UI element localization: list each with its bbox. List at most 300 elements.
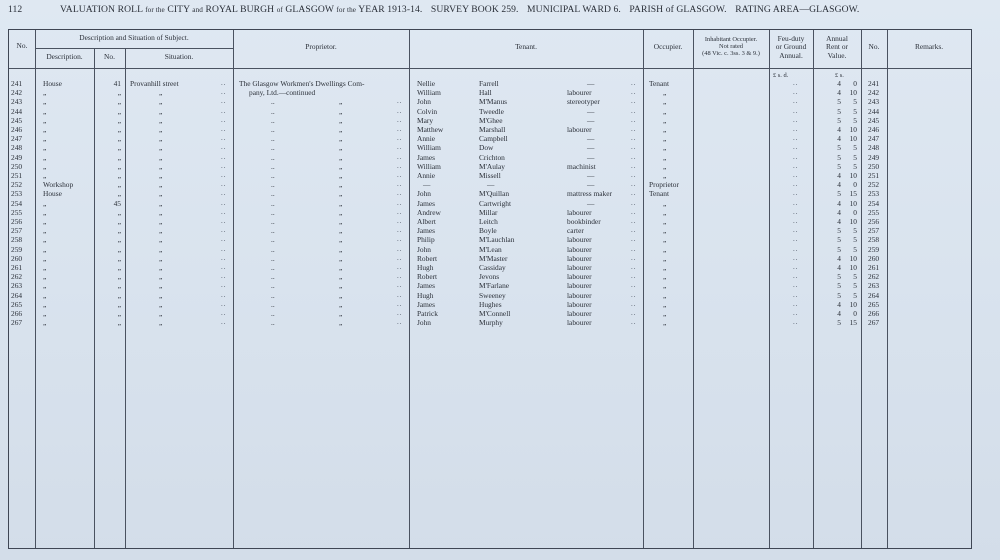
row-proprietor-leader: .. (397, 253, 403, 262)
row-tenant-leader: .. (631, 244, 637, 253)
rent-pounds: 5 (837, 189, 841, 199)
rent-shillings: 0 (853, 79, 857, 88)
row-description: „ (43, 207, 47, 217)
col-rent (813, 35, 861, 60)
row-feu-leader: .. (793, 318, 799, 327)
rent-pounds: 4 (837, 309, 841, 318)
row-occupier: „ (663, 290, 667, 300)
row-proprietor-ditto-a: .. (271, 263, 275, 272)
row-proprietor-ditto-a: .. (271, 281, 275, 291)
row-situation: „ (159, 226, 163, 236)
rule-proprietor (409, 30, 410, 548)
rent-pounds: 4 (837, 198, 841, 208)
tenant-occupation: labourer (567, 253, 592, 263)
heading-rating: RATING AREA—GLASGOW. (735, 4, 860, 15)
tenant-occupation: — (587, 171, 595, 180)
row-description: „ (43, 253, 47, 263)
row-description: „ (43, 106, 47, 116)
col-inhabitant-line3: (48 Vic. c. 3ss. 3 & 9.) (702, 50, 760, 58)
row-number-repeat: 261 (868, 263, 880, 272)
col-inhabitant (693, 36, 769, 58)
row-occupier: Tenant (649, 189, 670, 199)
row-proprietor-ditto-a: .. (271, 198, 275, 208)
row-proprietor-leader: .. (397, 161, 403, 170)
row-description: „ (43, 161, 47, 171)
row-proprietor-leader: .. (397, 299, 403, 308)
rent-pounds: 5 (837, 143, 841, 153)
rent-shillings: 10 (849, 88, 857, 98)
row-situation: „ (159, 253, 163, 263)
row-proprietor-ditto-b: „ (339, 226, 343, 236)
row-feu-leader: .. (793, 290, 799, 299)
rule-tenant (643, 30, 644, 548)
row-number: 241 (11, 79, 23, 88)
row-tenant-leader: .. (631, 180, 637, 189)
tenant-occupation: labourer (567, 88, 592, 98)
row-tenant-leader: .. (631, 171, 637, 179)
row-situation-leader: .. (221, 143, 227, 152)
row-street-number: „ (117, 88, 121, 98)
rule-situation (233, 30, 234, 548)
col-remarks: Remarks. (914, 42, 944, 51)
row-number: 247 (11, 134, 23, 144)
tenant-surname: M'Master (479, 253, 508, 263)
row-proprietor-ditto-a: .. (271, 115, 275, 125)
tenant-occupation: bookbinder (567, 217, 601, 226)
row-number-repeat: 263 (868, 281, 880, 291)
rent-shillings: 10 (849, 134, 857, 144)
heading-of: of (276, 6, 283, 14)
row-street-number: „ (117, 290, 121, 300)
row-situation: „ (159, 143, 163, 153)
rent-shillings: 5 (853, 244, 857, 254)
row-number: 242 (11, 88, 23, 98)
rent-pounds: 4 (837, 125, 841, 134)
row-description: „ (43, 198, 47, 208)
row-description: „ (43, 125, 47, 134)
row-feu-leader: .. (793, 88, 799, 97)
row-situation-leader: .. (221, 79, 227, 87)
row-description: House (43, 79, 62, 88)
rent-shillings: 5 (853, 143, 857, 153)
tenant-first-name: John (417, 189, 431, 199)
row-street-number: „ (117, 134, 121, 144)
tenant-first-name: Albert (417, 217, 436, 226)
col-situation: Situation. (164, 52, 194, 61)
valuation-table (8, 29, 972, 549)
col-inhabitant-line1: Inhabitant Occupier. (704, 36, 758, 43)
tenant-occupation: stereotyper (567, 97, 600, 107)
rent-pounds: 4 (837, 180, 841, 190)
row-number-repeat: 254 (868, 198, 880, 208)
tenant-first-name: John (417, 97, 431, 107)
row-occupier: „ (663, 171, 667, 180)
heading-year: YEAR 1913-14. (358, 4, 423, 15)
row-description: „ (43, 299, 47, 309)
tenant-occupation: — (587, 79, 595, 88)
tenant-surname: M'Aulay (479, 161, 505, 171)
tenant-surname: Leitch (479, 217, 498, 226)
row-street-number: „ (117, 97, 121, 107)
row-situation-leader: .. (221, 253, 227, 262)
heading-burgh: ROYAL BURGH (205, 4, 275, 15)
row-number: 260 (11, 253, 23, 263)
rent-pounds: 4 (837, 263, 841, 272)
row-situation: „ (159, 198, 163, 208)
row-proprietor-ditto-a: .. (271, 290, 275, 300)
row-proprietor-leader: .. (397, 115, 403, 124)
row-situation: „ (159, 171, 163, 180)
rule-no2 (887, 30, 888, 548)
row-proprietor-ditto-b: „ (339, 180, 343, 190)
heading-ward: MUNICIPAL WARD 6. (527, 4, 621, 15)
row-situation: Provanhill street (130, 79, 179, 88)
row-situation-leader: .. (221, 189, 227, 198)
row-tenant-leader: .. (631, 272, 637, 281)
row-street-number: „ (117, 263, 121, 272)
row-tenant-leader: .. (631, 79, 637, 87)
row-proprietor-ditto-a: .. (271, 125, 275, 134)
row-situation: „ (159, 134, 163, 144)
row-situation-leader: .. (221, 263, 227, 271)
heading-title: VALUATION ROLL (60, 4, 143, 15)
row-tenant-leader: .. (631, 106, 637, 115)
row-proprietor-ditto-a: .. (271, 161, 275, 171)
rent-pounds: 4 (837, 217, 841, 226)
rent-pounds: 5 (837, 226, 841, 236)
heading-for-the-year: for the (336, 6, 357, 14)
rule-rent (861, 30, 862, 548)
row-tenant-leader: .. (631, 263, 637, 271)
heading-survey: SURVEY BOOK 259. (430, 4, 519, 15)
row-number-repeat: 244 (868, 106, 880, 116)
tenant-occupation: labourer (567, 272, 592, 282)
row-tenant-leader: .. (631, 253, 637, 262)
row-description: Workshop (43, 180, 74, 190)
tenant-first-name: Robert (417, 253, 438, 263)
currency-inhabitant: £ s. d. (773, 72, 789, 79)
row-feu-leader: .. (793, 97, 799, 106)
rent-shillings: 0 (853, 309, 857, 318)
row-situation-leader: .. (221, 272, 227, 281)
tenant-occupation: — (587, 115, 595, 125)
row-occupier: „ (663, 152, 667, 162)
col-rent-line1: Annual (826, 34, 848, 43)
tenant-surname: Hughes (479, 299, 502, 309)
row-tenant-leader: .. (631, 309, 637, 317)
tenant-first-name: William (417, 88, 441, 98)
row-description: „ (43, 226, 47, 236)
row-situation: „ (159, 309, 163, 318)
row-street-number: „ (117, 161, 121, 171)
row-feu-leader: .. (793, 253, 799, 262)
row-proprietor-ditto-b: „ (339, 161, 343, 171)
row-number-repeat: 252 (868, 180, 880, 190)
row-occupier: „ (663, 125, 667, 134)
row-number-repeat: 253 (868, 189, 880, 199)
row-situation-leader: .. (221, 125, 227, 133)
col-desc-group: Description and Situation of Subject. (79, 33, 189, 42)
rent-pounds: 4 (837, 299, 841, 309)
row-situation: „ (159, 281, 163, 291)
tenant-occupation: labourer (567, 207, 592, 217)
tenant-occupation: mattress maker (567, 189, 612, 199)
row-situation-leader: .. (221, 198, 227, 207)
row-proprietor-leader: .. (397, 207, 403, 216)
tenant-surname: Cartwright (479, 198, 512, 208)
row-tenant-leader: .. (631, 226, 637, 235)
row-proprietor-ditto-b: „ (339, 309, 343, 318)
tenant-occupation: labourer (567, 244, 592, 254)
tenant-occupation: labourer (567, 309, 592, 318)
row-number: 259 (11, 244, 23, 254)
tenant-surname: Hall (479, 88, 492, 98)
rent-pounds: 4 (837, 134, 841, 144)
row-occupier: „ (663, 207, 667, 217)
row-proprietor-ditto-b: „ (339, 115, 343, 125)
row-tenant-leader: .. (631, 115, 637, 124)
row-proprietor-ditto-a: .. (271, 152, 275, 162)
rent-shillings: 5 (853, 152, 857, 162)
row-situation-leader: .. (221, 161, 227, 170)
tenant-first-name: Hugh (417, 290, 434, 300)
row-description: „ (43, 88, 47, 98)
tenant-first-name: — (423, 180, 431, 190)
row-proprietor-ditto-b: „ (339, 207, 343, 217)
row-street-number: „ (117, 152, 121, 162)
row-situation: „ (159, 97, 163, 107)
tenant-surname: Campbell (479, 134, 508, 144)
tenant-surname: M'Ghee (479, 115, 503, 125)
tenant-first-name: Andrew (417, 207, 441, 217)
col-proprietor: Proprietor. (305, 42, 337, 51)
col-no2: No. (868, 42, 880, 51)
tenant-surname: Farrell (479, 79, 499, 88)
row-feu-leader: .. (793, 217, 799, 225)
tenant-first-name: John (417, 318, 431, 328)
tenant-first-name: James (417, 152, 436, 162)
row-number: 254 (11, 198, 23, 208)
tenant-occupation: labourer (567, 281, 592, 291)
tenant-surname: — (487, 180, 495, 190)
row-situation: „ (159, 189, 163, 199)
row-tenant-leader: .. (631, 189, 637, 198)
row-feu-leader: .. (793, 125, 799, 133)
row-tenant-leader: .. (631, 125, 637, 133)
rent-pounds: 5 (837, 318, 841, 328)
row-situation: „ (159, 244, 163, 254)
row-street-number: „ (117, 171, 121, 180)
row-number-repeat: 251 (868, 171, 880, 180)
rent-pounds: 5 (837, 244, 841, 254)
rent-shillings: 10 (849, 299, 857, 309)
row-proprietor-ditto-a: .. (271, 253, 275, 263)
row-proprietor-ditto-a: .. (271, 171, 275, 180)
row-feu-leader: .. (793, 207, 799, 216)
row-situation-leader: .. (221, 299, 227, 308)
row-feu-leader: .. (793, 152, 799, 161)
row-occupier: „ (663, 272, 667, 282)
row-situation-leader: .. (221, 244, 227, 253)
row-description: „ (43, 171, 47, 180)
tenant-surname: Boyle (479, 226, 497, 236)
tenant-first-name: Robert (417, 272, 438, 282)
row-situation: „ (159, 290, 163, 300)
row-feu-leader: .. (793, 299, 799, 308)
tenant-surname: Sweeney (479, 290, 506, 300)
col-occupier: Occupier. (653, 42, 683, 51)
tenant-first-name: James (417, 198, 436, 208)
row-situation: „ (159, 88, 163, 98)
row-feu-leader: .. (793, 263, 799, 271)
row-proprietor-ditto-a: .. (271, 226, 275, 236)
row-number-repeat: 249 (868, 152, 880, 162)
tenant-occupation: carter (567, 226, 584, 236)
row-feu-leader: .. (793, 134, 799, 143)
tenant-occupation: — (587, 143, 595, 153)
rule-occupier (693, 30, 694, 548)
heading-and: and (192, 6, 203, 14)
col-rent-line2: Rent or (826, 42, 848, 52)
row-feu-leader: .. (793, 79, 799, 87)
row-occupier: „ (663, 281, 667, 291)
rent-pounds: 4 (837, 171, 841, 180)
tenant-surname: M'Lean (479, 244, 502, 254)
row-proprietor-leader: .. (397, 217, 403, 225)
rent-shillings: 15 (849, 189, 857, 199)
row-occupier: Proprietor (649, 180, 679, 190)
row-street-number: „ (117, 115, 121, 125)
row-proprietor-leader: .. (397, 180, 403, 189)
row-number: 248 (11, 143, 23, 153)
tenant-occupation: machinist (567, 161, 596, 171)
row-feu-leader: .. (793, 106, 799, 115)
rent-shillings: 5 (853, 281, 857, 291)
tenant-surname: Murphy (479, 318, 503, 328)
row-street-number: „ (117, 244, 121, 254)
row-occupier: „ (663, 134, 667, 144)
rent-pounds: 4 (837, 207, 841, 217)
row-number: 262 (11, 272, 23, 282)
row-street-number: „ (117, 125, 121, 134)
row-proprietor-ditto-b: „ (339, 189, 343, 199)
row-street-number: „ (117, 143, 121, 153)
row-feu-leader: .. (793, 180, 799, 189)
row-description: „ (43, 143, 47, 153)
col-inhabitant-line2: Not rated (719, 43, 743, 51)
row-number-repeat: 241 (868, 79, 880, 88)
row-proprietor-leader: .. (397, 134, 403, 143)
tenant-first-name: Matthew (417, 125, 444, 134)
row-number: 251 (11, 171, 23, 180)
row-proprietor-leader: .. (397, 171, 403, 179)
row-number: 264 (11, 290, 23, 300)
tenant-occupation: labourer (567, 125, 592, 134)
row-situation-leader: .. (221, 88, 227, 97)
tenant-first-name: William (417, 161, 441, 171)
rent-shillings: 5 (853, 226, 857, 236)
heading-for-the: for the (145, 6, 165, 14)
row-proprietor-ditto-a: .. (271, 217, 275, 226)
row-occupier: Tenant (649, 79, 670, 88)
row-number-repeat: 265 (868, 299, 880, 309)
row-occupier: „ (663, 253, 667, 263)
rent-pounds: 5 (837, 97, 841, 107)
col-tenant: Tenant. (515, 42, 537, 51)
row-street-number: „ (117, 189, 121, 199)
row-number-repeat: 243 (868, 97, 880, 107)
row-occupier: „ (663, 115, 667, 125)
row-number-repeat: 262 (868, 272, 880, 282)
row-occupier: „ (663, 198, 667, 208)
row-street-number: „ (117, 207, 121, 217)
row-situation-leader: .. (221, 217, 227, 225)
rent-shillings: 10 (849, 217, 857, 226)
rent-pounds: 4 (837, 79, 841, 88)
row-number: 261 (11, 263, 23, 272)
row-situation: „ (159, 106, 163, 116)
col-feu-line2: or Ground (775, 42, 807, 52)
row-occupier: „ (663, 97, 667, 107)
page-heading (60, 4, 859, 18)
row-number-repeat: 258 (868, 235, 880, 245)
row-proprietor-ditto-a: .. (271, 309, 275, 318)
tenant-surname: Dow (479, 143, 494, 153)
row-number-repeat: 260 (868, 253, 880, 263)
tenant-surname: Crichton (479, 152, 505, 162)
row-proprietor-ditto-b: „ (339, 281, 343, 291)
row-situation: „ (159, 152, 163, 162)
tenant-occupation: — (587, 106, 595, 116)
row-number-repeat: 256 (868, 217, 880, 226)
row-proprietor-leader: .. (397, 198, 403, 207)
row-proprietor-leader: .. (397, 309, 403, 317)
tenant-occupation: — (587, 198, 595, 208)
row-situation: „ (159, 207, 163, 217)
heading-parish: PARISH of GLASGOW. (629, 4, 727, 15)
row-number: 255 (11, 207, 23, 217)
row-tenant-leader: .. (631, 152, 637, 161)
row-description: „ (43, 244, 47, 254)
row-occupier: „ (663, 161, 667, 171)
row-number: 256 (11, 217, 23, 226)
row-number-repeat: 247 (868, 134, 880, 144)
row-feu-leader: .. (793, 189, 799, 198)
row-description: „ (43, 309, 47, 318)
row-feu-leader: .. (793, 272, 799, 281)
row-street-number: „ (117, 235, 121, 245)
row-proprietor-ditto-b: „ (339, 125, 343, 134)
row-number: 257 (11, 226, 23, 236)
row-feu-leader: .. (793, 281, 799, 290)
row-number-repeat: 248 (868, 143, 880, 153)
row-tenant-leader: .. (631, 88, 637, 97)
page-number: 112 (8, 4, 23, 15)
rule-inhabitant (769, 30, 770, 548)
row-proprietor-ditto-b: „ (339, 290, 343, 300)
row-proprietor-ditto-b: „ (339, 263, 343, 272)
row-description: „ (43, 152, 47, 162)
row-tenant-leader: .. (631, 318, 637, 327)
heading-city: CITY (167, 4, 190, 15)
proprietor-line2: pany, Ltd.—continued (249, 88, 316, 97)
tenant-surname: Tweedle (479, 106, 504, 116)
row-tenant-leader: .. (631, 161, 637, 170)
row-proprietor-ditto-b: „ (339, 244, 343, 254)
row-tenant-leader: .. (631, 97, 637, 106)
row-number-repeat: 264 (868, 290, 880, 300)
row-description: „ (43, 318, 47, 328)
